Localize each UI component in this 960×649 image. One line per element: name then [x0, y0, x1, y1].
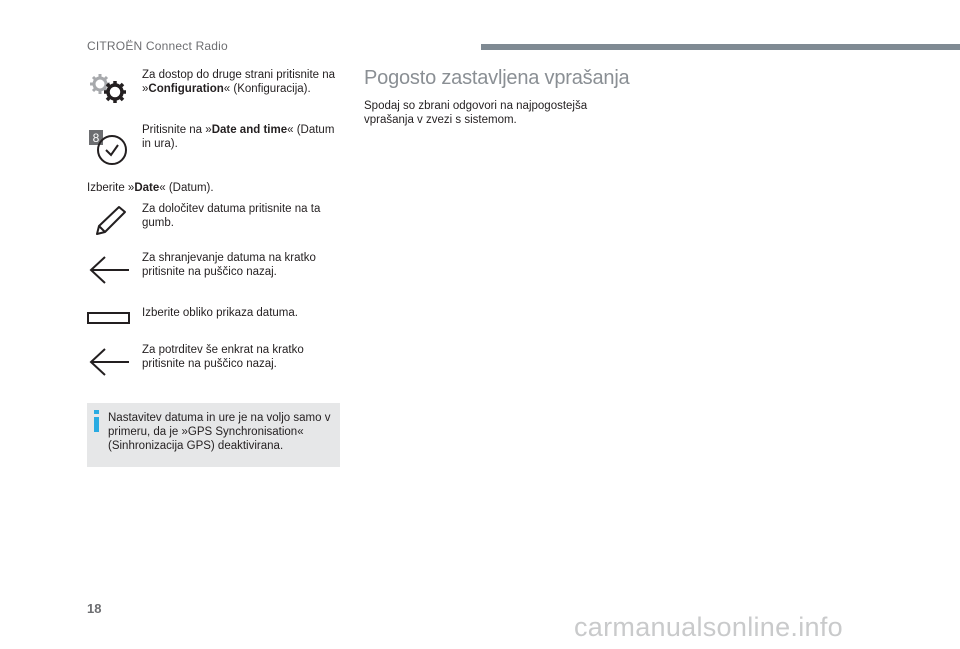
step-confirm — [87, 343, 342, 379]
step-edit-date — [87, 202, 342, 238]
back-arrow-icon — [87, 347, 131, 382]
date-and-time-instruction — [142, 123, 342, 151]
header-bar — [481, 44, 960, 50]
step-date-format — [87, 305, 342, 329]
format-selector-icon — [87, 311, 131, 330]
step-save-date — [87, 251, 342, 287]
info-text: Nastavitev datuma in ure je na voljo samo v primeru, da je »GPS Synchronisation« (Sinhronizacija GPS) deaktivirana. — [108, 412, 331, 452]
edit-date-instruction: Za določitev datuma pritisnite na ta gumb. — [142, 203, 321, 229]
save-date-instruction: Za shranjevanje datuma na kratko pritisnite na puščico nazaj. — [142, 252, 316, 278]
date-and-time-text-post: « (Datum in ura). — [142, 124, 335, 150]
configuration-label: Configuration — [148, 83, 224, 95]
page-number: 18 — [87, 601, 102, 616]
faq-title: Pogosto zastavljena vprašanja — [364, 67, 630, 89]
configuration-text-pre: Za dostop do druge strani pritisnite na » — [142, 69, 336, 95]
confirm-instruction: Za potrditev še enkrat na kratko pritisnite na puščico nazaj. — [142, 344, 304, 370]
date-and-time-text-pre: Pritisnite na » — [142, 124, 212, 136]
select-date-instruction — [87, 181, 214, 195]
date-and-time-label: Date and time — [211, 124, 288, 136]
header-title: CITROËN Connect Radio — [87, 39, 228, 53]
select-date-text-pre: Izberite » — [87, 182, 135, 194]
back-arrow-icon — [87, 255, 131, 290]
step-date-and-time — [87, 122, 342, 166]
watermark: carmanualsonline.info — [574, 612, 843, 642]
faq-text: Spodaj so zbrani odgovori na najpogostejša vprašanja v zvezi s sistemom. — [364, 100, 588, 126]
configuration-text-post: « (Konfiguracija). — [223, 83, 311, 95]
date-format-instruction: Izberite obliko prikaza datuma. — [142, 307, 298, 319]
info-note — [87, 403, 340, 467]
info-icon — [93, 410, 109, 432]
configuration-instruction — [142, 68, 342, 96]
date-and-time-icon — [87, 126, 133, 173]
pencil-icon — [89, 204, 129, 243]
date-label: Date — [134, 182, 160, 194]
configuration-gear-icon — [87, 70, 133, 111]
select-date-text-post: « (Datum). — [159, 182, 214, 194]
date-and-time-badge: 8 — [92, 131, 100, 145]
step-configuration — [87, 68, 342, 108]
